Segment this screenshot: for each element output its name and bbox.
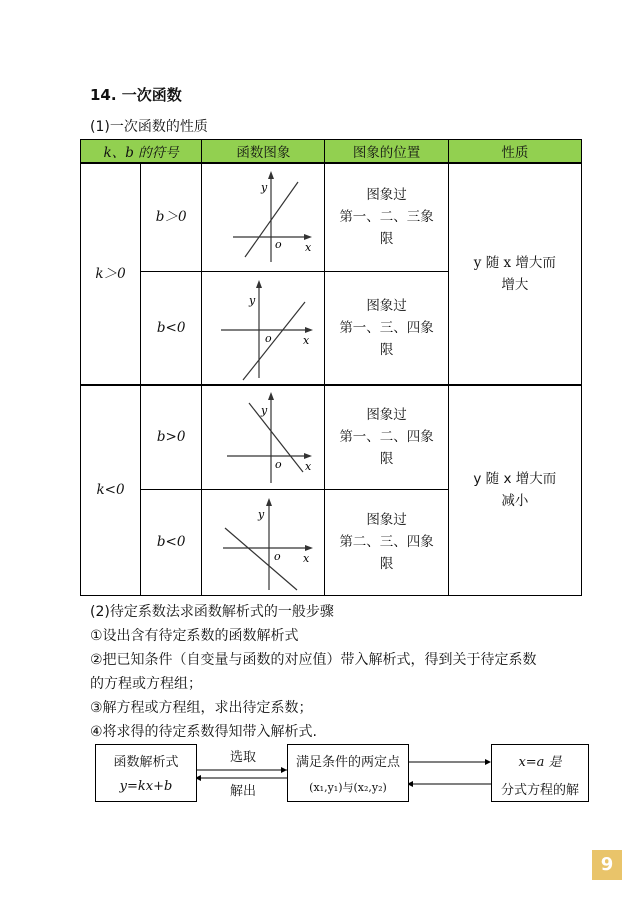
graph-k-neg-b-pos	[213, 388, 313, 486]
b-sign-cell: b>0	[141, 385, 202, 489]
axis-y-label: y	[249, 293, 256, 307]
b-sign-cell: b<0	[141, 489, 202, 595]
section-subheading: (1)一次函数的性质	[90, 119, 208, 135]
step-1: ①设出含有待定系数的函数解析式	[90, 628, 299, 644]
header-signs: k、b 的符号	[81, 140, 202, 164]
flow-diagram	[95, 740, 595, 810]
graph-cell	[202, 163, 325, 271]
origin-label: o	[265, 331, 272, 345]
property-cell-decreasing: y 随 x 增大而 减小	[448, 385, 581, 595]
graph-k-pos-b-neg	[213, 274, 313, 382]
b-sign-cell: b<0	[141, 271, 202, 385]
position-cell: 图象过 第二、三、四象 限	[325, 489, 448, 595]
header-graph: 函数图象	[202, 140, 325, 164]
graph-cell	[202, 385, 325, 489]
graph-k-pos-b-pos	[213, 167, 313, 267]
linear-function-properties-table	[80, 139, 582, 596]
header-position: 图象的位置	[325, 140, 448, 164]
flow-label-solve: 解出	[229, 784, 256, 799]
step-2: ②把已知条件（自变量与函数的对应值）带入解析式，得到关于待定系数	[90, 652, 537, 668]
flow-box-two-points: 满足条件的两定点 (x₁,y₁)与(x₂,y₂)	[287, 744, 409, 802]
property-cell-increasing: y 随 x 增大而 增大	[448, 163, 581, 385]
method-steps	[90, 600, 537, 744]
b-sign-cell: b＞0	[141, 163, 202, 271]
step-2-continued: 的方程或方程组；	[90, 676, 202, 692]
flow-box-function-expression: 函数解析式 y=kx+b	[95, 744, 197, 802]
axis-y-label: y	[261, 404, 268, 418]
header-property: 性质	[448, 140, 581, 164]
flow-label-select: 选取	[229, 750, 256, 765]
axis-x-label: x	[303, 552, 310, 565]
page-heading: 14. 一次函数	[90, 86, 182, 104]
steps-title: (2)待定系数法求函数解析式的一般步骤	[90, 604, 334, 620]
graph-k-neg-b-neg	[213, 492, 313, 592]
axis-x-label: x	[305, 460, 312, 474]
k-positive-cell: k＞0	[81, 163, 141, 385]
axis-x-label: x	[303, 333, 310, 347]
page-number-badge: 9	[592, 850, 622, 880]
position-cell: 图象过 第一、二、四象 限	[325, 385, 448, 489]
axis-y-label: y	[261, 181, 268, 195]
origin-label: o	[275, 238, 282, 252]
step-4: ④将求得的待定系数得知带入解析式.	[90, 724, 318, 740]
flow-box-fraction-equation: x=a 是 分式方程的解	[491, 744, 589, 802]
origin-label: o	[275, 458, 282, 472]
position-cell: 图象过 第一、二、三象 限	[325, 163, 448, 271]
k-negative-cell: k<0	[81, 385, 141, 595]
graph-cell	[202, 271, 325, 385]
axis-x-label: x	[305, 241, 312, 255]
origin-label: o	[274, 550, 281, 563]
position-cell: 图象过 第一、三、四象 限	[325, 271, 448, 385]
step-3: ③解方程或方程组，求出待定系数；	[90, 700, 313, 716]
graph-cell	[202, 489, 325, 595]
axis-y-label: y	[258, 508, 265, 521]
